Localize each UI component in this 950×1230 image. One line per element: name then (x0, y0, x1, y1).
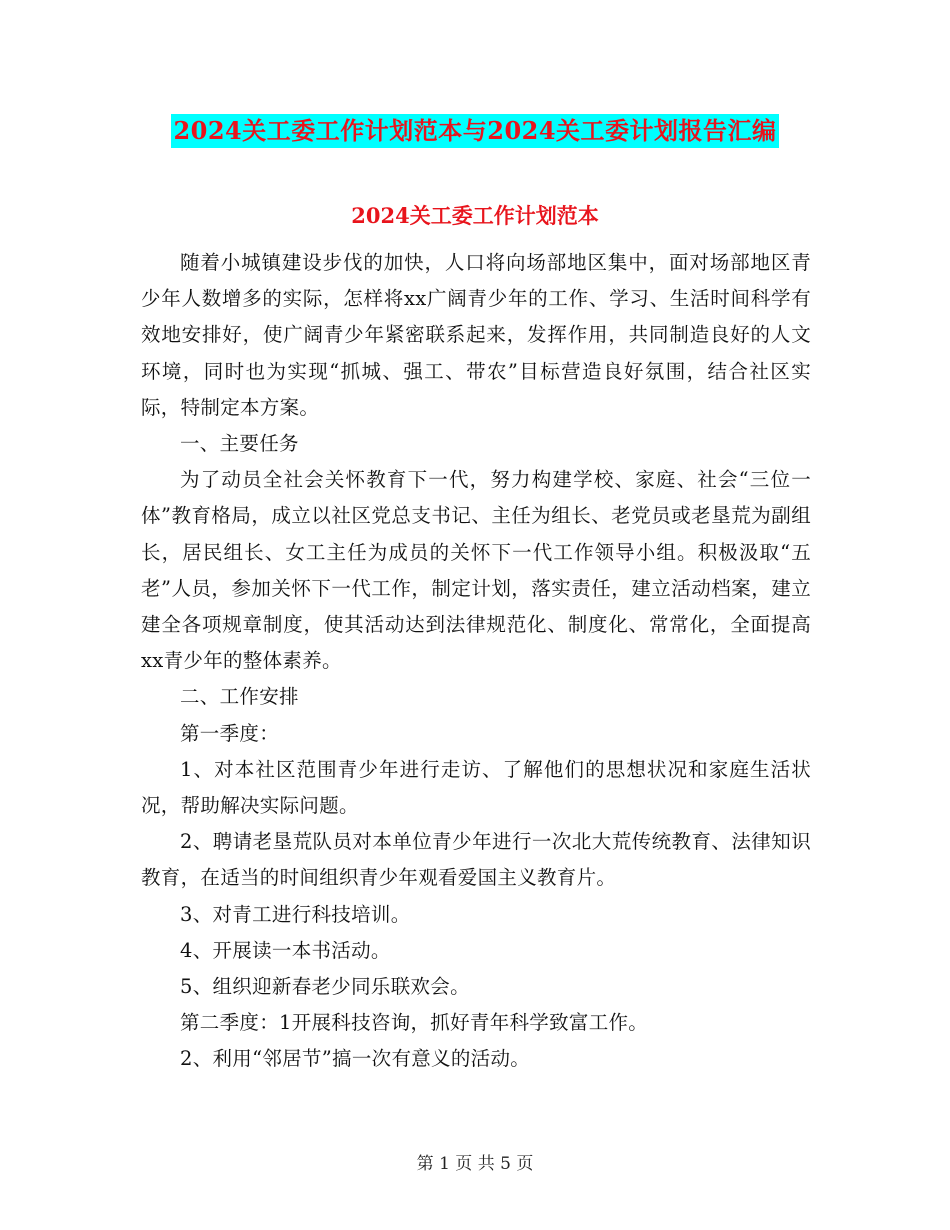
heading-second-quarter: 第二季度：1开展科技咨询，抓好青年科学致富工作。 (180, 1011, 649, 1035)
heading-main-tasks: 一、主要任务 (180, 432, 299, 456)
heading-work-arrangement: 二、工作安排 (180, 685, 299, 709)
list-item: 2、利用“邻居节”搞一次有意义的活动。 (180, 1047, 531, 1071)
paragraph-main-tasks: 为了动员全社会关怀教育下一代，努力构建学校、家庭、社会“三位一体”教育格局，成立以社区党总支书记、主任为组长、老党员或老垦荒为副组长，居民组长、女工主任为成员的关怀下一代工作领导小组。积极汲取“五老”人员，参加关怀下一代工作，制定计划，落实责任，建立活动档案，建立建全各项规章制度，使其活动达到法律规范化、制度化、常常化，全面提高xx青少年的整体素养。 (141, 468, 811, 673)
document-title-container (0, 114, 950, 148)
list-item: 4、开展读一本书活动。 (180, 938, 391, 962)
list-item: 1、对本社区范围青少年进行走访、了解他们的思想状况和家庭生活状况，帮助解决实际问题。 (141, 757, 811, 818)
section-title: 2024关工委工作计划范本 (351, 203, 599, 228)
list-item: 5、组织迎新春老少同乐联欢会。 (180, 975, 470, 999)
paragraph-intro: 随着小城镇建设步伐的加快，人口将向场部地区集中，面对场部地区青少年人数增多的实际，怎样将xx广阔青少年的工作、学习、生活时间科学有效地安排好，使广阔青少年紧密联系起来，发挥作用，共同制造良好的人文环境，同时也为实现“抓城、强工、带农”目标营造良好氛围，结合社区实际，特制定本方案。 (141, 251, 811, 419)
list-item: 3、对青工进行科技培训。 (180, 902, 411, 926)
page-footer: 第 1 页 共 5 页 (416, 1154, 534, 1174)
document-title: 2024关工委工作计划范本与2024关工委计划报告汇编 (171, 114, 778, 148)
document-body (141, 245, 811, 1078)
list-item: 2、聘请老垦荒队员对本单位青少年进行一次北大荒传统教育、法律知识教育，在适当的时间组织青少年观看爱国主义教育片。 (141, 830, 811, 890)
heading-first-quarter: 第一季度： (180, 721, 280, 745)
